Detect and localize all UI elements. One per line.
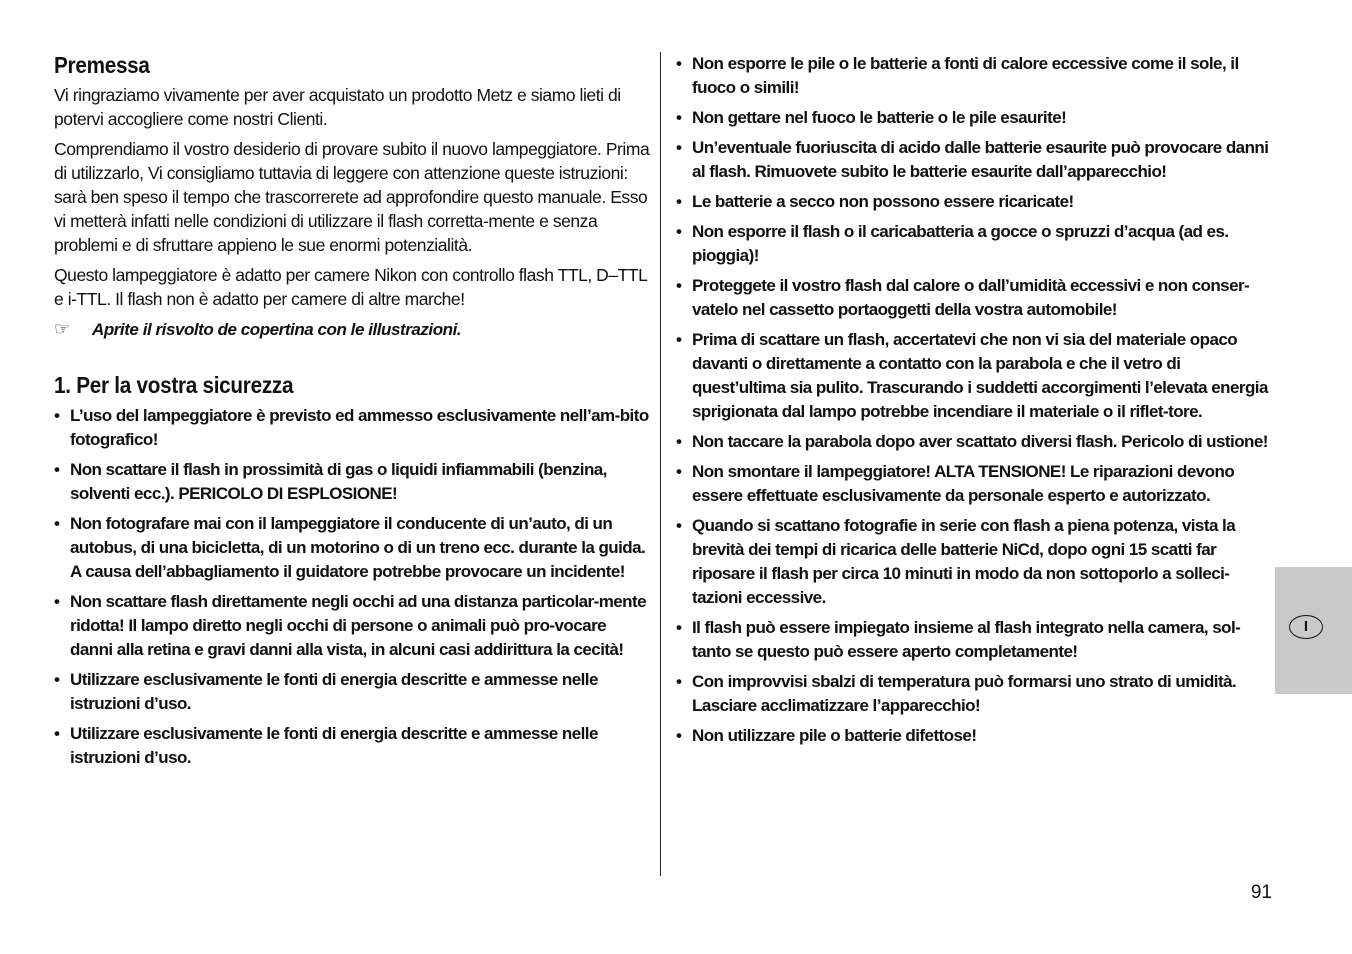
right-column	[676, 52, 1274, 754]
list-item: • Il flash può essere impiegato insieme al flash integrato nella camera, sol-tanto se questo può essere aperto completamente!	[676, 616, 1274, 664]
language-tab	[1275, 567, 1352, 694]
column-divider	[660, 52, 661, 876]
page-number: 91	[1250, 882, 1272, 903]
list-item: • Non taccare la parabola dopo aver scattato diversi flash. Pericolo di ustione!	[676, 430, 1274, 454]
language-badge: I	[1289, 615, 1323, 639]
pointing-hand-icon: ☞	[54, 319, 70, 339]
list-item: • Non gettare nel fuoco le batterie o le pile esaurite!	[676, 106, 1274, 130]
list-item: • Un’eventuale fuoriuscita di acido dalle batterie esaurite può provocare danni al flash. Rimuovete subito le batterie esaurite dall’apparecchio!	[676, 136, 1274, 184]
section-title-premessa: Premessa	[54, 52, 150, 78]
safety-list-right	[676, 52, 1274, 748]
intro-paragraph: Questo lampeggiatore è adatto per camere Nikon con controllo flash TTL, D–TTL e i-TTL. Il flash non è adatto per camere di altre marche!	[54, 265, 647, 309]
list-item: • Utilizzare esclusivamente le fonti di energia descritte e ammesse nelle istruzioni d’uso.	[54, 722, 652, 770]
list-item: • Le batterie a secco non possono essere ricaricate!	[676, 190, 1274, 214]
list-item: • Non smontare il lampeggiatore! ALTA TENSIONE! Le riparazioni devono essere effettuate esclusivamente da personale esperto e autorizzato.	[676, 460, 1274, 508]
list-item: • Non esporre il flash o il caricabatteria a gocce o spruzzi d’acqua (ad es. pioggia)!	[676, 220, 1274, 268]
intro-paragraph: Comprendiamo il vostro desiderio di provare subito il nuovo lampeggiatore. Prima di utilizzarlo, Vi consigliamo tuttavia di leggere con attenzione queste istruzioni: sarà ben speso il tempo che trascorrerete ad approfondire questo manuale. Esso vi metterà infatti nelle condizioni di utilizzare il flash corretta-mente e senza problemi e di sfruttare appieno le sue enormi potenzialità.	[54, 139, 650, 255]
list-item: • Non fotografare mai con il lampeggiatore il conducente di un’auto, di un autobus, di una bicicletta, di un motorino o di un treno ecc. durante la guida. A causa dell’abbagliamento il guidatore potrebbe provocare un incidente!	[54, 512, 652, 584]
list-item: • L’uso del lampeggiatore è previsto ed ammesso esclusivamente nell’am-bito fotografico!	[54, 404, 652, 452]
note-text: Aprite il risvolto de copertina con le illustrazioni.	[92, 320, 462, 339]
note	[54, 317, 652, 342]
list-item: • Non esporre le pile o le batterie a fonti di calore eccessive come il sole, il fuoco o simili!	[676, 52, 1274, 100]
intro-paragraph: Vi ringraziamo vivamente per aver acquistato un prodotto Metz e siamo lieti di potervi accogliere come nostri Clienti.	[54, 85, 621, 129]
left-column	[54, 52, 652, 776]
list-item: • Utilizzare esclusivamente le fonti di energia descritte e ammesse nelle istruzioni d’uso.	[54, 668, 652, 716]
section-title-safety: 1. Per la vostra sicurezza	[54, 372, 294, 398]
list-item: • Non utilizzare pile o batterie difettose!	[676, 724, 1274, 748]
list-item: • Non scattare flash direttamente negli occhi ad una distanza particolar-mente ridotta! Il lampo diretto negli occhi di persone o animali può pro-vocare danni alla retina e gravi danni alla vista, in alcuni casi addirittura la cecità!	[54, 590, 652, 662]
list-item: • Quando si scattano fotografie in serie con flash a piena potenza, vista la brevità dei tempi di ricarica delle batterie NiCd, dopo ogni 15 scatti far riposare il flash per circa 10 minuti in modo da non sottoporlo a solleci-tazioni eccessive.	[676, 514, 1274, 610]
list-item: • Con improvvisi sbalzi di temperatura può formarsi uno strato di umidità. Lasciare acclimatizzare l’apparecchio!	[676, 670, 1274, 718]
safety-list-left	[54, 404, 652, 770]
list-item: • Prima di scattare un flash, accertatevi che non vi sia del materiale opaco davanti o direttamente a contatto con la parabola e che il vetro di quest’ultima sia pulito. Trascurando i suddetti accorgimenti l’elevata energia sprigionata dal lampo potrebbe incendiare il materiale o il riflet-tore.	[676, 328, 1274, 424]
list-item: • Proteggete il vostro flash dal calore o dall’umidità eccessivi e non conser-vatelo nel cassetto portaoggetti della vostra automobile!	[676, 274, 1274, 322]
list-item: • Non scattare il flash in prossimità di gas o liquidi infiammabili (benzina, solventi ecc.). PERICOLO DI ESPLOSIONE!	[54, 458, 652, 506]
